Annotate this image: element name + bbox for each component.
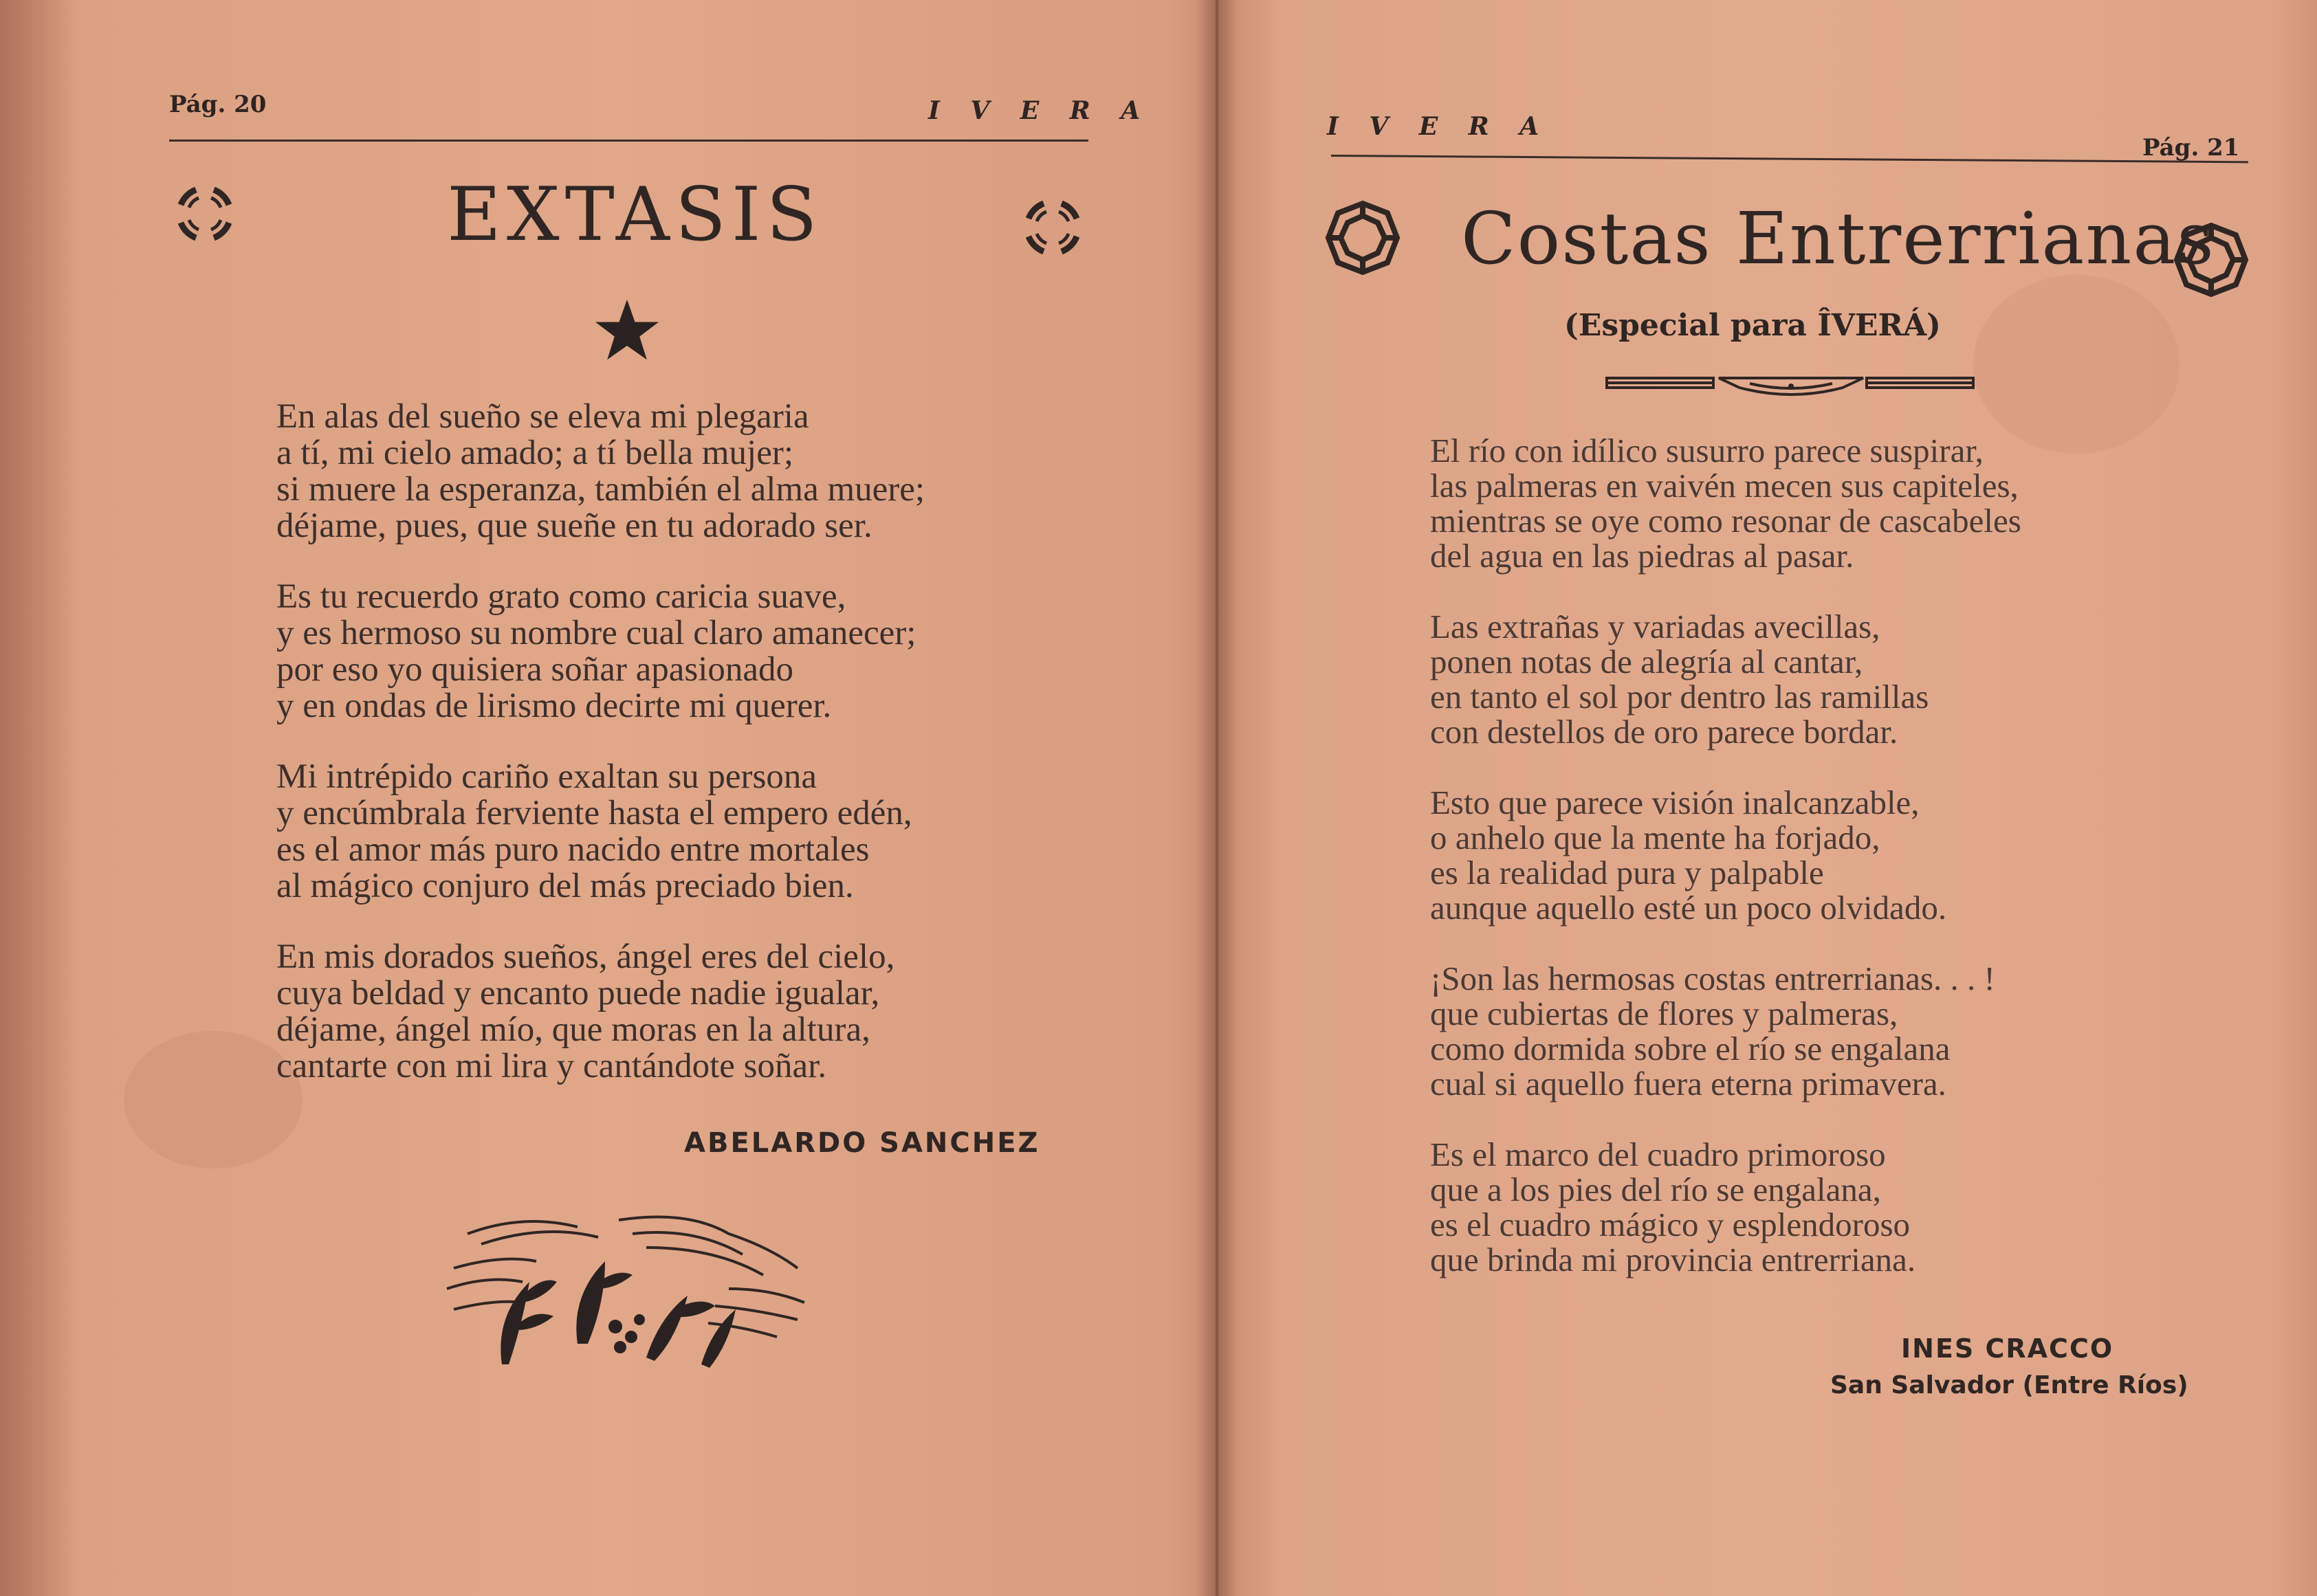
poem-line: a tí, mi cielo amado; a tí bella mujer;	[276, 434, 794, 472]
stanza	[1430, 785, 2021, 925]
decorative-divider-icon	[1605, 368, 1977, 403]
star-icon	[594, 297, 660, 363]
poem-line: Es el marco del cuadro primoroso	[1430, 1135, 1886, 1173]
page-edge-shadow	[0, 0, 76, 1596]
poem-body-right	[1430, 433, 2021, 1313]
poem-line: si muere la esperanza, también el alma muere;	[276, 470, 925, 509]
poem-line: que cubiertas de flores y palmeras,	[1430, 995, 1898, 1032]
author-left: ABELARDO SANCHEZ	[684, 1127, 1040, 1159]
circle-ornament-icon	[168, 177, 241, 250]
poem-line: En alas del sueño se eleva mi plegaria	[276, 397, 809, 436]
author-place-right: San Salvador (Entre Ríos)	[1830, 1371, 2188, 1399]
stanza	[1430, 961, 2021, 1101]
poem-line: Es tu recuerdo grato como caricia suave,	[276, 577, 846, 616]
poem-line: mientras se oye como resonar de cascabeles	[1430, 502, 2021, 540]
poem-line: Esto que parece visión inalcanzable,	[1430, 784, 1920, 821]
poem-line: El río con idílico susurro parece suspirar,	[1430, 432, 1984, 469]
stanza	[276, 939, 925, 1085]
poem-line: al mágico conjuro del más preciado bien.	[276, 867, 854, 905]
poem-line: y encúmbrala ferviente hasta el empero edén,	[276, 794, 912, 832]
poem-title-left: EXTASIS	[447, 172, 823, 258]
poem-line: déjame, pues, que sueñe en tu adorado ser.	[276, 507, 872, 545]
stanza	[276, 399, 925, 544]
poem-line: ponen notas de alegría al cantar,	[1430, 643, 1863, 680]
poem-line: en tanto el sol por dentro las ramillas	[1430, 678, 1929, 716]
poem-line: aunque aquello esté un poco olvidado.	[1430, 889, 1947, 927]
poem-line: es la realidad pura y palpable	[1430, 854, 1824, 891]
author-right: INES CRACCO	[1901, 1333, 2114, 1364]
poem-line: Mi intrépido cariño exaltan su persona	[276, 757, 817, 796]
poem-line: del agua en las piedras al pasar.	[1430, 537, 1854, 575]
poem-line: como dormida sobre el río se engalana	[1430, 1030, 1951, 1067]
poem-line: y es hermoso su nombre cual claro amanecer;	[276, 614, 916, 652]
book-spine	[1196, 0, 1238, 1596]
page-number-left: Pág. 20	[169, 91, 267, 118]
poem-line: es el cuadro mágico y esplendoroso	[1430, 1206, 1911, 1243]
poem-line: que brinda mi provincia entrerriana.	[1430, 1241, 1916, 1278]
poem-title-right: Costas Entrerrianas	[1461, 197, 2215, 280]
knot-ornament-icon	[1324, 199, 1401, 276]
poem-line: por eso yo quisiera soñar apasionado	[276, 650, 794, 689]
magazine-name-left: I V E R A	[928, 96, 1152, 125]
circle-ornament-icon	[1016, 191, 1089, 264]
page-number-right: Pág. 21	[2142, 134, 2240, 162]
poem-line: o anhelo que la mente ha forjado,	[1430, 819, 1880, 856]
stanza	[1430, 609, 2021, 749]
poem-line: cual si aquello fuera eterna primavera.	[1430, 1065, 1946, 1102]
poem-line: En mis dorados sueños, ángel eres del cielo,	[276, 938, 895, 976]
poem-line: que a los pies del río se engalana,	[1430, 1171, 1881, 1208]
poem-line: cuya beldad y encanto puede nadie igualar,	[276, 974, 880, 1012]
stanza	[276, 759, 925, 905]
poem-body-left	[276, 399, 925, 1119]
poem-line: las palmeras en vaivén mecen sus capiteles,	[1430, 467, 2019, 505]
stanza	[1430, 1137, 2021, 1277]
poem-subtitle-right: (Especial para ÎVERÁ)	[1564, 308, 1942, 343]
leaf-vignette-icon	[440, 1206, 811, 1378]
paper-stain	[1973, 275, 2179, 454]
poem-line: ¡Son las hermosas costas entrerrianas. . . !	[1430, 960, 1995, 997]
paper-stain	[124, 1031, 303, 1168]
stanza	[276, 579, 925, 724]
poem-line: Las extrañas y variadas avecillas,	[1430, 608, 1880, 645]
knot-ornament-icon	[2173, 221, 2250, 298]
magazine-name-right: I V E R A	[1327, 112, 1550, 141]
poem-line: déjame, ángel mío, que moras en la altura,	[276, 1010, 870, 1049]
poem-line: es el amor más puro nacido entre mortales	[276, 830, 870, 869]
poem-line: cantarte con mi lira y cantándote soñar.	[276, 1047, 827, 1085]
stanza	[1430, 433, 2021, 573]
poem-line: con destellos de oro parece bordar.	[1430, 713, 1898, 751]
header-rule-left	[169, 140, 1088, 142]
poem-line: y en ondas de lirismo decirte mi querer.	[276, 687, 832, 725]
